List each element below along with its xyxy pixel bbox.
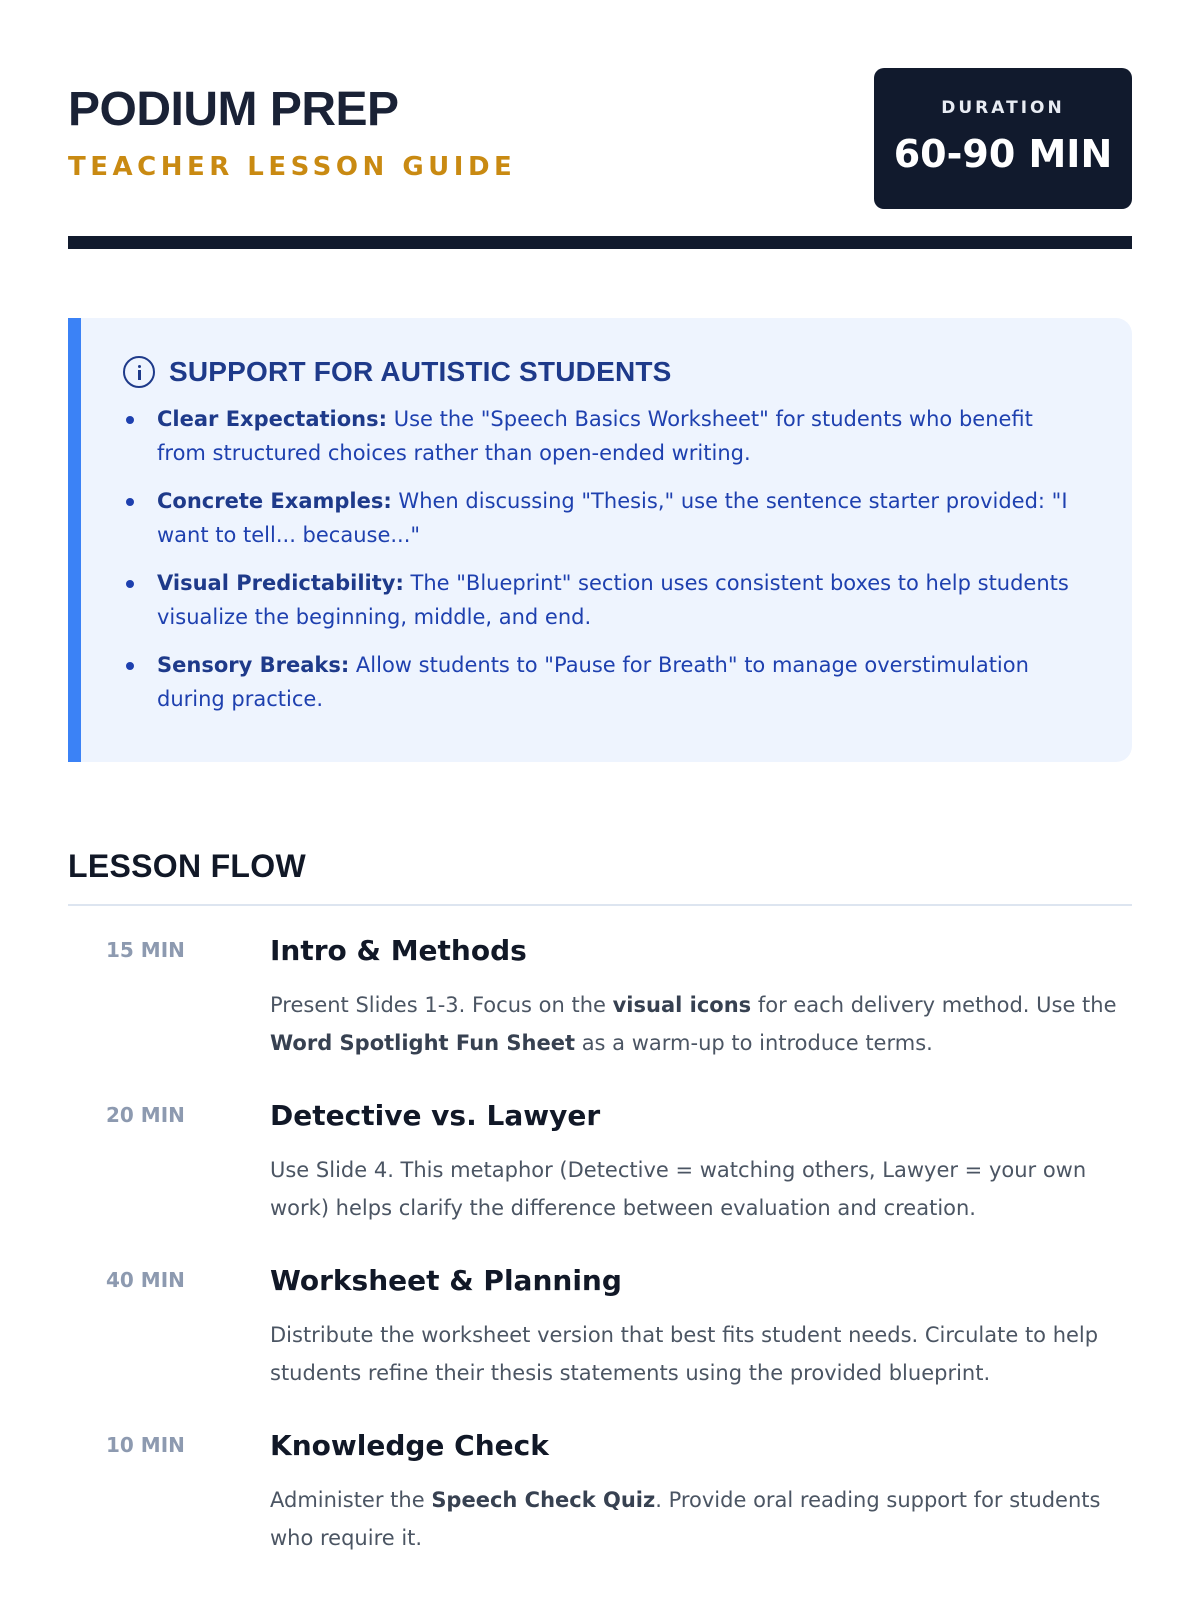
lesson-step [68, 1099, 1132, 1268]
support-item-label: Sensory Breaks: [157, 653, 350, 677]
step-title: Knowledge Check [270, 1429, 549, 1462]
support-heading [123, 356, 1080, 388]
lesson-step [68, 1264, 1132, 1433]
desc-text: for each delivery method. Use the [751, 993, 1117, 1017]
lesson-flow-divider [68, 904, 1132, 906]
support-item [123, 402, 1080, 470]
desc-text: Administer the [270, 1488, 432, 1512]
desc-bold: Word Spotlight Fun Sheet [270, 1031, 576, 1055]
desc-text: Present Slides 1-3. Focus on the [270, 993, 613, 1017]
support-item-text: When discussing "Thesis," use the sentence starter provided: "I want to tell... because..." [157, 489, 1068, 547]
step-description [270, 986, 1132, 1062]
support-title: SUPPORT FOR AUTISTIC STUDENTS [169, 356, 672, 387]
duration-label: DURATION [941, 98, 1065, 118]
header [68, 0, 1132, 248]
page-title: PODIUM PREP [68, 83, 399, 136]
support-item [123, 566, 1080, 634]
lesson-step [68, 1429, 1132, 1598]
duration-badge [874, 68, 1132, 209]
step-time: 40 MIN [106, 1268, 185, 1292]
step-time: 10 MIN [106, 1433, 185, 1457]
lesson-flow-list [68, 934, 1132, 1598]
page-subtitle: TEACHER LESSON GUIDE [68, 152, 517, 182]
support-item [123, 648, 1080, 716]
step-time: 20 MIN [106, 1103, 185, 1127]
step-description [270, 1481, 1132, 1557]
support-item-label: Concrete Examples: [157, 489, 392, 513]
desc-text: . Provide oral reading support for students who require it. [270, 1488, 1101, 1550]
step-description [270, 1316, 1132, 1392]
step-description [270, 1151, 1132, 1227]
desc-bold: Speech Check Quiz [431, 1488, 656, 1512]
lesson-step [68, 934, 1132, 1103]
desc-text: Use Slide 4. This metaphor (Detective = watching others, Lawyer = your own work) helps clarify the difference between evaluation and creation. [270, 1158, 1087, 1220]
info-icon [123, 356, 155, 388]
support-item-label: Visual Predictability: [157, 571, 404, 595]
step-title: Intro & Methods [270, 934, 527, 967]
support-item-text: The "Blueprint" section uses consistent boxes to help students visualize the beginning, middle, and end. [157, 571, 1069, 629]
desc-text: as a warm-up to introduce terms. [575, 1031, 933, 1055]
support-item [123, 484, 1080, 552]
support-item-text: Use the "Speech Basics Worksheet" for students who benefit from structured choices rather than open-ended writing. [157, 407, 1033, 465]
support-item-text: Allow students to "Pause for Breath" to manage overstimulation during practice. [157, 653, 1029, 711]
step-title: Worksheet & Planning [270, 1264, 622, 1297]
support-list [123, 402, 1080, 716]
support-item-label: Clear Expectations: [157, 407, 388, 431]
step-time: 15 MIN [106, 938, 185, 962]
desc-text: Distribute the worksheet version that best fits student needs. Circulate to help students refine their thesis statements using the provided blueprint. [270, 1323, 1099, 1385]
desc-bold: visual icons [612, 993, 752, 1017]
support-callout [68, 318, 1132, 762]
lesson-flow-heading: LESSON FLOW [68, 848, 306, 884]
step-title: Detective vs. Lawyer [270, 1099, 601, 1132]
duration-value: 60-90 MIN [893, 132, 1113, 176]
header-divider [68, 236, 1132, 249]
